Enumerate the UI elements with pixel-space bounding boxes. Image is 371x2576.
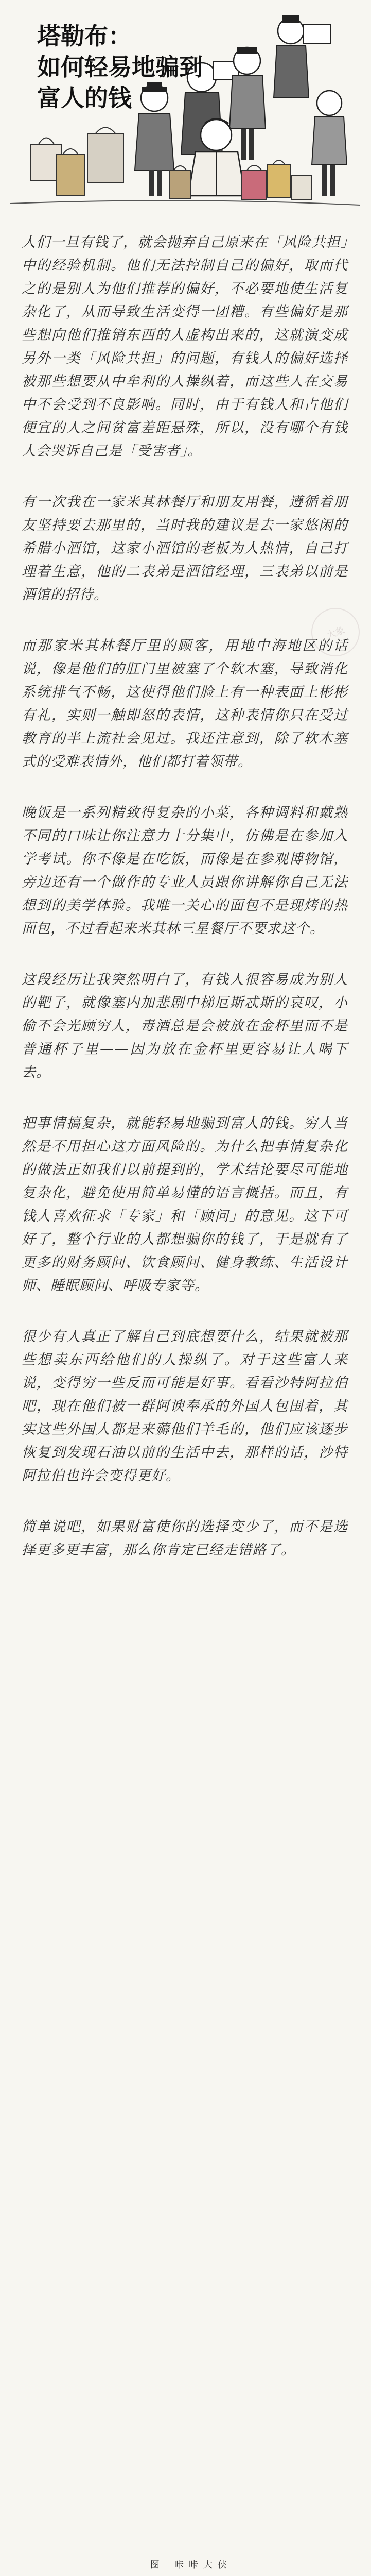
credit-char: 侠 (218, 2560, 227, 2570)
shopping-bag-icon (268, 160, 290, 198)
credit-char (209, 2574, 221, 2576)
credit-char: 大 (203, 2560, 213, 2570)
person-figure (229, 47, 266, 160)
shopping-bag-icon (170, 166, 190, 198)
watermark-stamp: 大象 (305, 601, 366, 663)
header-illustration (0, 0, 371, 216)
credit-label: 图 (150, 2560, 160, 2570)
credit-char: 咔 (189, 2560, 198, 2570)
paragraph: 把事情搞复杂，就能轻易地骗到富人的钱。穷人当然是不用担心这方面风险的。为什么把事情复杂化的做法正如我们以前提到的，学术结论要尽可能地复杂化，避免使用简单易懂的语言概括。而且，有钱人喜欢征求「专家」和「顾问」的意见。这下可好了，整个行业的人都想骗你的钱了，于是就有了更多的财务顾问、饮食顾问、健身教练、生活设计师、睡眠顾问、呼吸专家等。 (22, 1115, 348, 1294)
shopping-bag-icon (291, 175, 312, 200)
credit-names (166, 2556, 235, 2576)
paragraph: 很少有人真正了解自己到底想要什么，结果就被那些想卖东西给他们的人操纵了。对于这些富人来说，变得穷一些反而可能是好事。看看沙特阿拉伯吧，现在他们被一群阿谀奉承的外国人包围着，其实这些外国人都是来薅他们羊毛的，他们应该逐步恢复到发现石油以前的生活中去，那样的话，沙特阿拉伯也许会变得更好。 (22, 1329, 348, 1484)
credit-char (181, 2574, 192, 2576)
credit-labels (143, 2556, 166, 2576)
paragraph: 这段经历让我突然明白了，有钱人很容易成为别人的靶子，就像塞内加悲剧中梯厄斯忒斯的哀叹，小偷不会光顾穷人，毒酒总是会被放在金杯里而不是普通杯子里——因为放在金杯里更容易让人喝下去。 (22, 972, 348, 1080)
paragraph: 晚饭是一系列精致得复杂的小菜，各种调料和戴熟不同的口味让你注意力十分集中，仿佛是在参加入学考试。你不像是在吃饭，而像是在参观博物馆，旁边还有一个做作的专业人员跟你讲解你自己无法想到的美学体验。我唯一关心的面包不是现烤的热面包，不过看起来米其林三星餐厅不要求这个。 (22, 805, 348, 937)
paragraph: 简单说吧，如果财富使你的选择变少了，而不是选择更多更丰富，那么你肯定已经走错路了。 (22, 1519, 348, 1558)
paragraph: 人们一旦有钱了，就会抛弃自己原来在「风险共担」中的经验机制。他们无法控制自己的偏好，取而代之的是别人为他们推荐的偏好，不必要地使生活复杂化了，从而导致生活变得一团糟。有些偏好是那些想向他们推销东西的人虚构出来的，这就演变成另外一类「风险共担」的问题，有钱人的偏好选择被那些想要从中牟利的人操纵着，而这些人在交易中不会受到不良影响。同时，由于有钱人和占他们便宜的人之间贫富差距悬殊，所以，没有哪个有钱人会哭诉自己是「受害者」。 (22, 234, 348, 459)
paragraph: 而那家米其林餐厅里的顾客，用地中海地区的话说，像是他们的肛门里被塞了个软木塞，导致消化系统排气不畅，这使得他们脸上有一种表面上彬彬有礼，实则一触即怒的表情，这种表情你只在受过教育的半上流社会见过。我还注意到，除了软木塞式的受难表情外，他们都打着领带。 (22, 638, 348, 770)
article-body (22, 231, 348, 1589)
credit-char: 咔 (174, 2560, 184, 2570)
credit-name-row (173, 2556, 228, 2574)
credits (143, 2556, 235, 2576)
paragraph: 有一次我在一家米其林餐厅和朋友用餐，遵循着朋友坚持要去那里的，当时我的建议是去一家悠闲的希腊小酒馆，这家小酒馆的老板为人热情，自己打理着生意，他的二表弟是酒馆经理，三表弟以前是酒馆的招待。 (22, 494, 348, 603)
article-title: 塔勒布： 如何轻易地骗到 富人的钱 (37, 22, 203, 112)
credit-char (195, 2574, 206, 2576)
shopping-bag-icon (242, 165, 267, 200)
credit-label (150, 2574, 160, 2576)
person-figure (312, 91, 347, 196)
person-figure (274, 15, 330, 98)
credit-name-row (181, 2574, 221, 2576)
